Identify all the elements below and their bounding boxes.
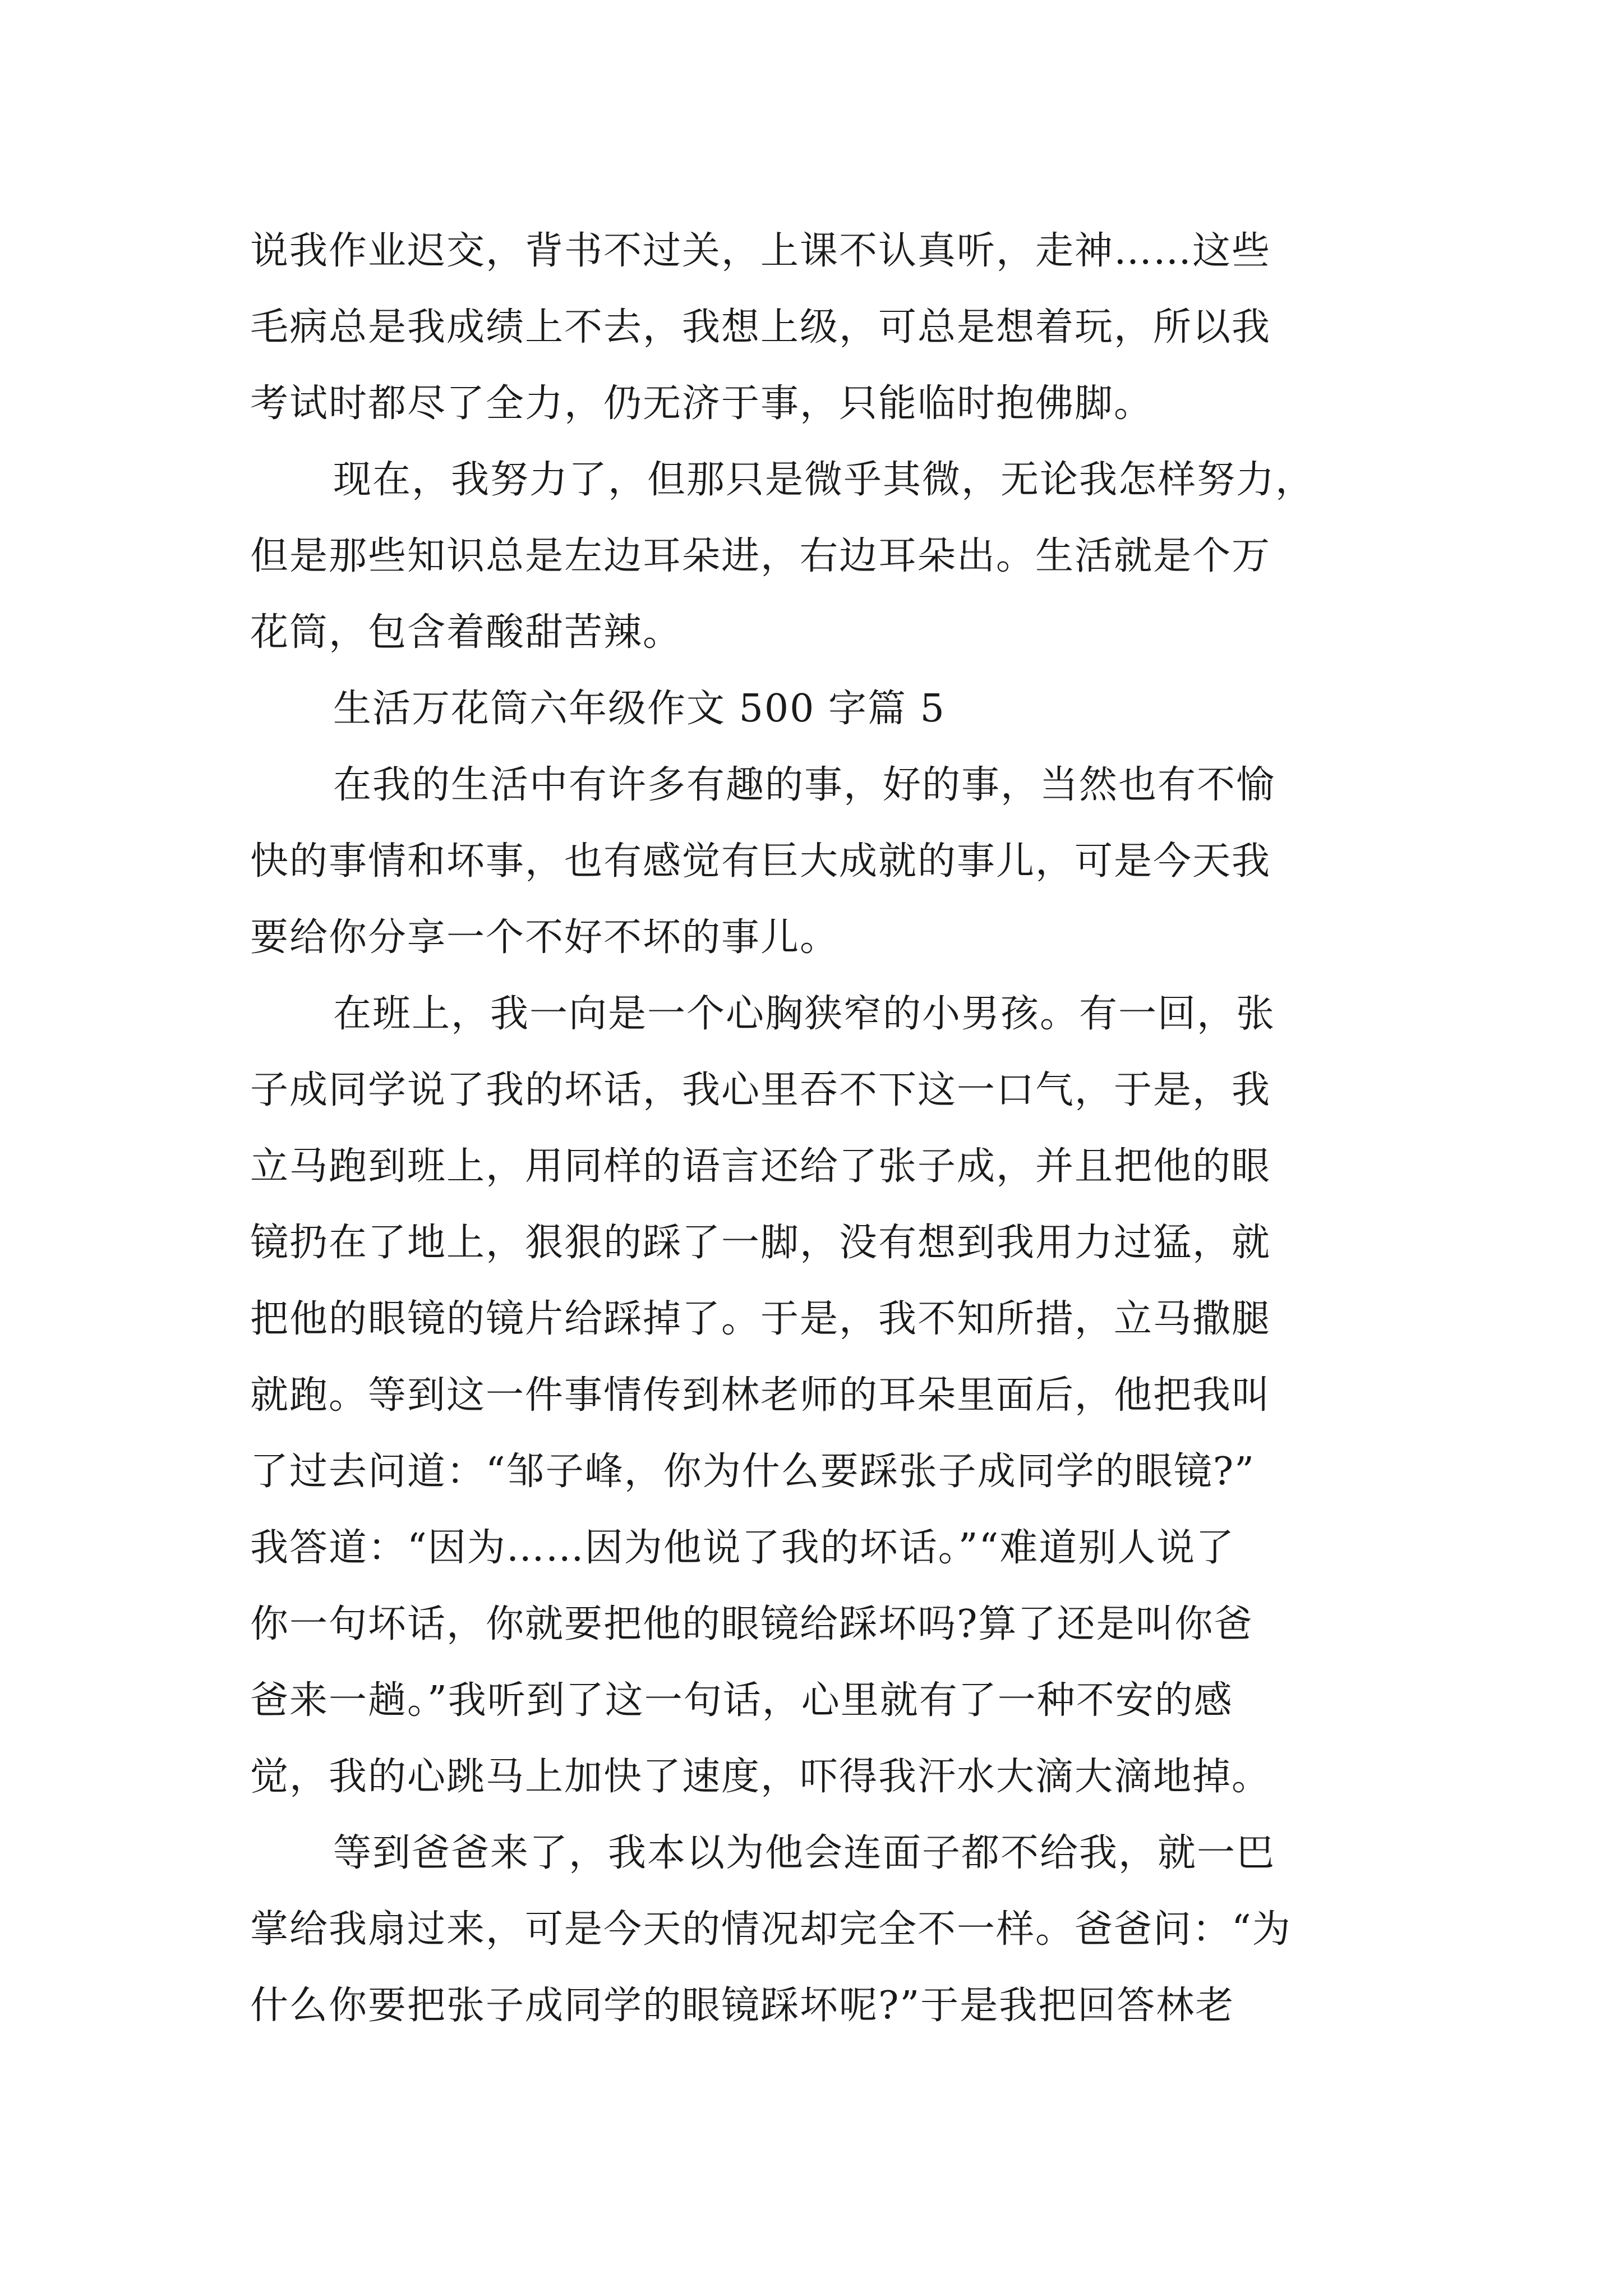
text-line: 立马跑到班上，用同样的语言还给了张子成，并且把他的眼 [250, 1144, 1271, 1189]
paragraph-start-line: 在我的生活中有许多有趣的事，好的事，当然也有不愉 [333, 763, 1276, 807]
paragraph-start-line: 等到爸爸来了，我本以为他会连面子都不给我，就一巴 [333, 1831, 1276, 1875]
text-line: 毛病总是我成绩上不去，我想上级，可总是想着玩，所以我 [250, 305, 1271, 349]
text-line: 考试时都尽了全力，仍无济于事，只能临时抱佛脚。 [250, 381, 1154, 426]
text-line: 把他的眼镜的镜片给踩掉了。于是，我不知所措，立马撒腿 [250, 1297, 1271, 1341]
text-line: 镜扔在了地上，狠狠的踩了一脚，没有想到我用力过猛，就 [250, 1221, 1271, 1265]
paragraph-start-line: 在班上，我一向是一个心胸狭窄的小男孩。有一回，张 [333, 992, 1276, 1036]
paragraph-start-line: 现在，我努力了，但那只是微乎其微，无论我怎样努力， [333, 458, 1315, 502]
text-line: 觉，我的心跳马上加快了速度，吓得我汗水大滴大滴地掉。 [250, 1755, 1271, 1799]
text-line: 爸来一趟。”我听到了这一句话，心里就有了一种不安的感 [250, 1678, 1233, 1723]
text-line: 掌给我扇过来，可是今天的情况却完全不一样。爸爸问：“为 [250, 1907, 1292, 1952]
text-line: 但是那些知识总是左边耳朵进，右边耳朵出。生活就是个万 [250, 534, 1271, 578]
text-line: 我答道：“因为……因为他说了我的坏话。”“难道别人说了 [250, 1526, 1235, 1570]
text-line: 要给你分享一个不好不坏的事儿。 [250, 915, 840, 960]
text-line: 了过去问道：“邹子峰，你为什么要踩张子成同学的眼镜?” [250, 1450, 1255, 1494]
section-heading: 生活万花筒六年级作文 500 字篇 5 [333, 687, 946, 731]
text-line: 子成同学说了我的坏话，我心里吞不下这一口气，于是，我 [250, 1068, 1271, 1112]
text-line: 花筒，包含着酸甜苦辣。 [250, 610, 683, 655]
text-line: 快的事情和坏事，也有感觉有巨大成就的事儿，可是今天我 [250, 839, 1271, 884]
text-line: 就跑。等到这一件事情传到林老师的耳朵里面后，他把我叫 [250, 1373, 1271, 1418]
document-body [250, 213, 1377, 2044]
text-line: 说我作业迟交，背书不过关，上课不认真听，走神……这些 [250, 229, 1271, 273]
text-line: 你一句坏话，你就要把他的眼镜给踩坏吗?算了还是叫你爸 [250, 1602, 1253, 1646]
text-line: 什么你要把张子成同学的眼镜踩坏呢?”于是我把回答林老 [250, 1984, 1235, 2028]
